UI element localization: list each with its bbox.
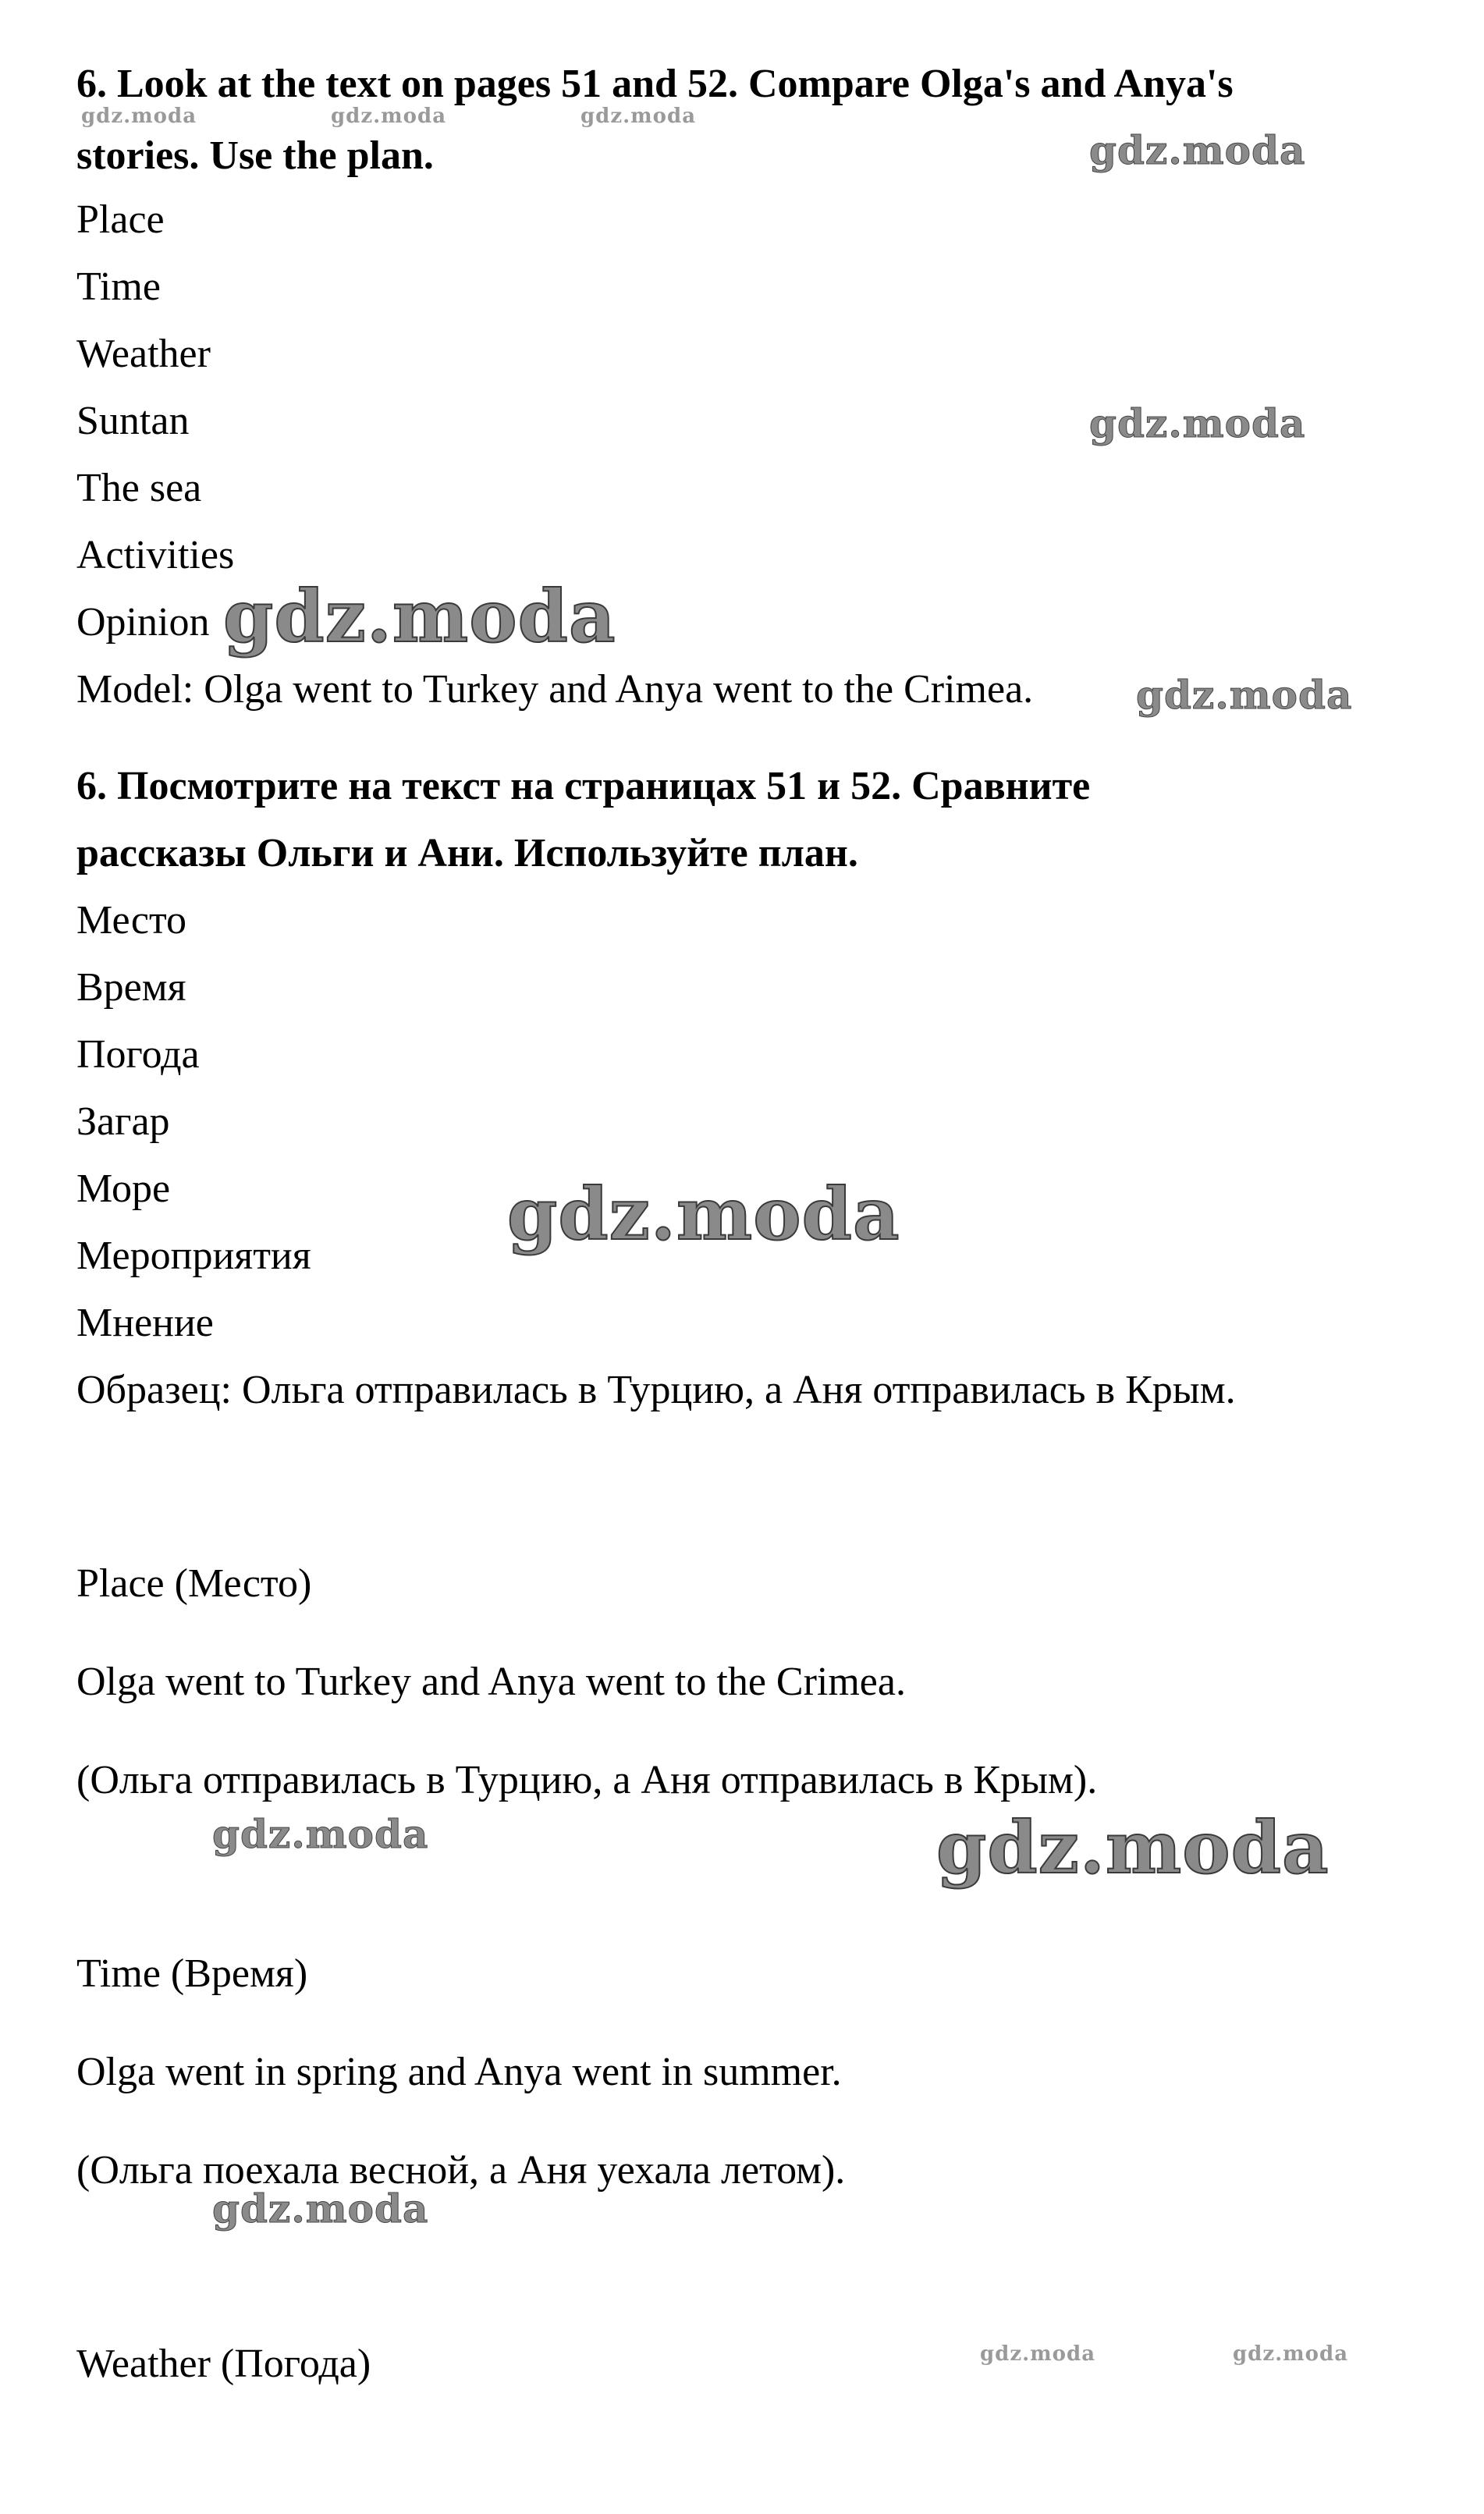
- plan-item-ru: Мероприятия: [76, 1234, 311, 1278]
- task-heading-en-line1: 6. Look at the text on pages 51 and 52. Compare Olga's and Anya's: [76, 62, 1234, 106]
- plan-item-en: Time: [76, 265, 161, 309]
- plan-item-ru: Место: [76, 898, 187, 943]
- plan-item-en: Opinion: [76, 600, 210, 644]
- answer-english: Olga went to Turkey and Anya went to the Crimea.: [76, 1660, 906, 1704]
- answer-heading: Place (Место): [76, 1561, 312, 1606]
- model-ru: Образец: Ольга отправилась в Турцию, а Аня отправилась в Крым.: [76, 1368, 1236, 1412]
- task-heading-en-line2: stories. Use the plan.: [76, 133, 434, 178]
- watermark: gdz.moda: [331, 105, 447, 128]
- plan-item-ru: Загар: [76, 1099, 170, 1144]
- watermark: gdz.moda: [980, 2342, 1096, 2366]
- watermark: gdz.moda: [223, 574, 616, 659]
- watermark: gdz.moda: [580, 105, 697, 128]
- task-heading-ru-line1: 6. Посмотрите на текст на страницах 51 и 52. Сравните: [76, 764, 1091, 808]
- plan-item-ru: Время: [76, 965, 186, 1010]
- task-heading-ru-line2: рассказы Ольги и Ани. Используйте план.: [76, 831, 858, 875]
- plan-item-ru: Погода: [76, 1032, 200, 1077]
- plan-item-en: Suntan: [76, 399, 190, 443]
- watermark: gdz.moda: [936, 1806, 1330, 1890]
- watermark: gdz.moda: [1136, 672, 1353, 718]
- answer-heading: Weather (Погода): [76, 2342, 371, 2386]
- watermark: gdz.moda: [1233, 2342, 1349, 2366]
- answer-russian: (Ольга отправилась в Турцию, а Аня отправилась в Крым).: [76, 1758, 1098, 1802]
- plan-item-en: Weather: [76, 332, 211, 376]
- answer-heading: Time (Время): [76, 1951, 308, 1996]
- plan-item-ru: Мнение: [76, 1301, 214, 1345]
- plan-item-en: The sea: [76, 466, 202, 510]
- watermark: gdz.moda: [81, 105, 197, 128]
- watermark: gdz.moda: [507, 1172, 900, 1256]
- model-en: Model: Olga went to Turkey and Anya went to the Crimea.: [76, 667, 1034, 712]
- answer-english: Olga went in spring and Anya went in summer.: [76, 2050, 842, 2094]
- plan-item-ru: Море: [76, 1166, 171, 1211]
- watermark: gdz.moda: [1089, 400, 1306, 446]
- watermark: gdz.moda: [1089, 127, 1306, 173]
- answer-russian: (Ольга поехала весной, а Аня уехала летом).: [76, 2148, 846, 2193]
- watermark: gdz.moda: [212, 1811, 429, 1857]
- plan-item-en: Place: [76, 197, 165, 242]
- watermark: gdz.moda: [212, 2186, 429, 2232]
- plan-item-en: Activities: [76, 533, 235, 577]
